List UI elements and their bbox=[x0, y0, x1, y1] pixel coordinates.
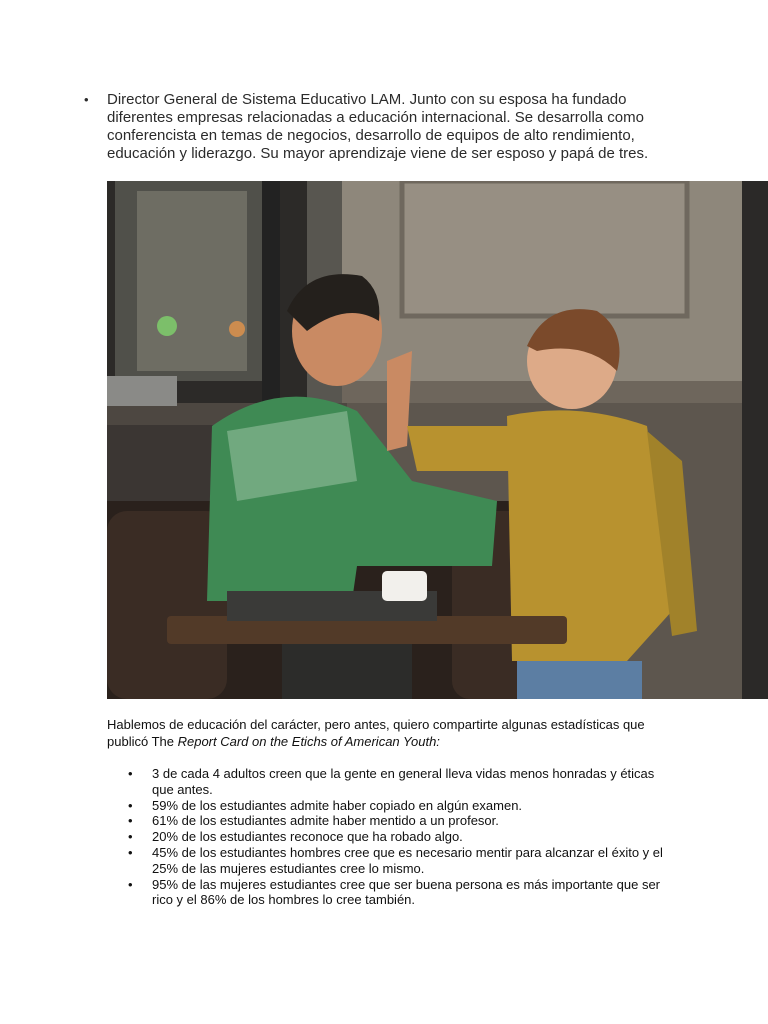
list-item: • 45% de los estudiantes hombres cree que es necesario mentir para alcanzar el éxito y el 25% de las mujeres estudiantes cree lo mismo. bbox=[128, 845, 668, 877]
list-item: • 3 de cada 4 adultos creen que la gente en general lleva vidas menos honradas y éticas que antes. bbox=[128, 766, 668, 798]
bio-paragraph: • Director General de Sistema Educativo LAM. Junto con su esposa ha fundado diferentes empresas relacionadas a educación internacional. Se desarrolla como conferencista en temas de negocios, desarrollo de equipos de alto rendimiento, educación y liderazgo. Su mayor aprendizaje viene de ser esposo y papá de tres. bbox=[84, 91, 664, 163]
list-item: • 20% de los estudiantes reconoce que ha robado algo. bbox=[128, 829, 668, 845]
intro-paragraph bbox=[107, 716, 667, 750]
report-title: Report Card on the Etichs of American Youth: bbox=[177, 734, 440, 749]
photo-illustration bbox=[107, 181, 768, 699]
list-item: • 61% de los estudiantes admite haber mentido a un profesor. bbox=[128, 813, 668, 829]
list-item: • 59% de los estudiantes admite haber copiado en algún examen. bbox=[128, 798, 668, 814]
list-item: • 95% de las mujeres estudiantes cree que ser buena persona es más importante que ser rico y el 86% de los hombres lo cree también. bbox=[128, 877, 668, 909]
bio-list bbox=[84, 91, 664, 163]
father-son-high-five-photo bbox=[107, 181, 768, 699]
statistics-list bbox=[128, 766, 668, 908]
intro-text: Hablemos de educación del carácter, pero antes, quiero compartirte algunas estadísticas que publicó The bbox=[107, 717, 645, 749]
